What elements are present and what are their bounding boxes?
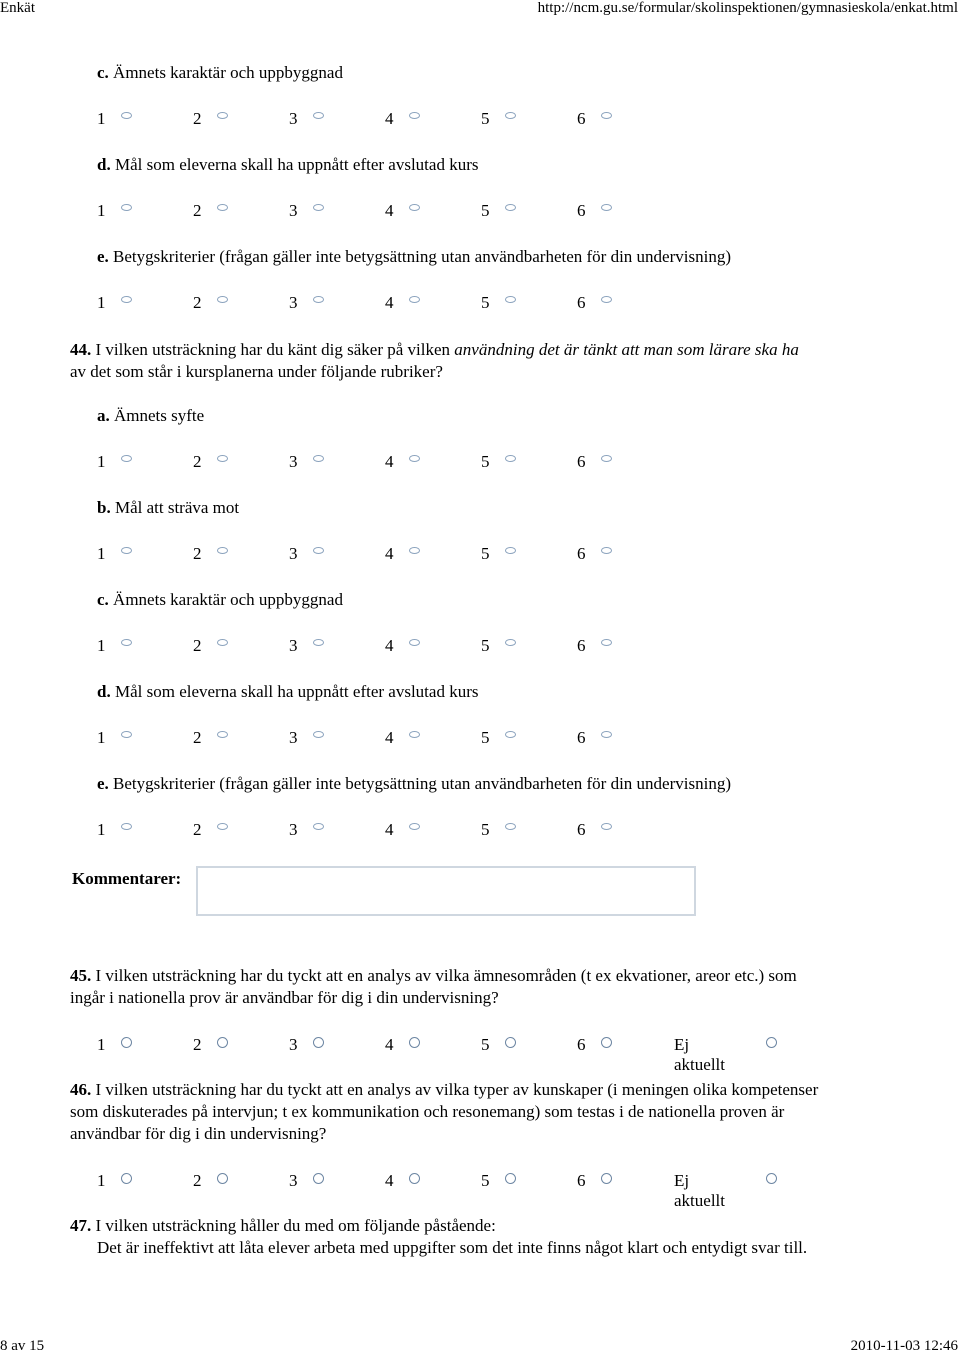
- radio-button[interactable]: [766, 1037, 777, 1048]
- radio-button[interactable]: [313, 204, 324, 211]
- q43-item-d: [97, 155, 478, 175]
- scale-label: 2: [193, 1035, 202, 1054]
- scale-label: 6: [577, 728, 586, 747]
- question-number: 46.: [70, 1080, 92, 1099]
- radio-button[interactable]: [505, 639, 516, 646]
- radio-button[interactable]: [601, 204, 612, 211]
- item-letter: b.: [97, 498, 111, 517]
- q44-item-d: [97, 682, 478, 702]
- scale-label: 6: [577, 201, 586, 220]
- scale-label: 5: [481, 109, 490, 128]
- radio-button[interactable]: [313, 112, 324, 119]
- radio-button[interactable]: [313, 547, 324, 554]
- item-letter: c.: [97, 590, 109, 609]
- scale-label: 4: [385, 1171, 394, 1190]
- scale-label: 5: [481, 452, 490, 471]
- scale-label: 2: [193, 820, 202, 839]
- scale-label: 6: [577, 452, 586, 471]
- radio-button[interactable]: [217, 639, 228, 646]
- radio-button[interactable]: [217, 547, 228, 554]
- ej-aktuellt-label: Ej aktuellt: [674, 1171, 725, 1210]
- question-number: 45.: [70, 966, 92, 985]
- item-text: Betygskriterier (frågan gäller inte betygsättning utan användbarheten för din undervisning): [113, 774, 731, 793]
- radio-button[interactable]: [409, 1037, 420, 1048]
- radio-button[interactable]: [601, 731, 612, 738]
- scale-label: 5: [481, 293, 490, 312]
- scale-label: 2: [193, 293, 202, 312]
- question-number: 47.: [70, 1216, 92, 1235]
- q44-e-scale: [97, 820, 797, 842]
- q44-question-line1: [70, 340, 799, 360]
- item-letter: c.: [97, 63, 109, 82]
- item-letter: d.: [97, 155, 111, 174]
- radio-button[interactable]: [601, 639, 612, 646]
- radio-button[interactable]: [409, 1173, 420, 1184]
- radio-button[interactable]: [121, 547, 132, 554]
- q44-c-scale: [97, 636, 797, 658]
- scale-label: 1: [97, 820, 106, 839]
- scale-label: 2: [193, 728, 202, 747]
- scale-label: 2: [193, 452, 202, 471]
- scale-label: 1: [97, 636, 106, 655]
- radio-button[interactable]: [601, 1173, 612, 1184]
- question-text: I vilken utsträckning har du känt dig säker på vilken: [95, 340, 455, 359]
- radio-button[interactable]: [601, 1037, 612, 1048]
- ej-aktuellt-label: Ej aktuellt: [674, 1035, 725, 1074]
- scale-label: 4: [385, 201, 394, 220]
- scale-label: 5: [481, 1035, 490, 1054]
- item-text: Ämnets karaktär och uppbyggnad: [113, 590, 343, 609]
- scale-label: 1: [97, 544, 106, 563]
- radio-button[interactable]: [601, 112, 612, 119]
- radio-button[interactable]: [409, 731, 420, 738]
- radio-button[interactable]: [505, 823, 516, 830]
- radio-button[interactable]: [217, 823, 228, 830]
- q44-item-a: [97, 406, 204, 426]
- scale-label: 6: [577, 544, 586, 563]
- q44-a-scale: [97, 452, 797, 474]
- q44-item-e: [97, 774, 731, 794]
- radio-button[interactable]: [217, 296, 228, 303]
- print-datetime: 2010-11-03 12:46: [850, 1338, 958, 1354]
- comment-textarea[interactable]: [196, 866, 696, 916]
- item-text: Ämnets syfte: [114, 406, 205, 425]
- scale-label: 2: [193, 1171, 202, 1190]
- radio-button[interactable]: [409, 547, 420, 554]
- radio-button[interactable]: [409, 112, 420, 119]
- scale-label: 6: [577, 1035, 586, 1054]
- radio-button[interactable]: [505, 112, 516, 119]
- radio-button[interactable]: [217, 1173, 228, 1184]
- radio-button[interactable]: [409, 639, 420, 646]
- scale-label: 4: [385, 452, 394, 471]
- radio-button[interactable]: [505, 1173, 516, 1184]
- radio-button[interactable]: [121, 455, 132, 462]
- q44-item-b: [97, 498, 239, 518]
- radio-button[interactable]: [313, 823, 324, 830]
- comment-label: Kommentarer:: [72, 869, 182, 888]
- scale-label: 5: [481, 544, 490, 563]
- q44-item-c: [97, 590, 343, 610]
- scale-label: 4: [385, 820, 394, 839]
- radio-button[interactable]: [313, 731, 324, 738]
- scale-label: 1: [97, 452, 106, 471]
- scale-label: 4: [385, 1035, 394, 1054]
- scale-label: 3: [289, 1171, 298, 1190]
- item-letter: a.: [97, 406, 110, 425]
- q47-statement: Det är ineffektivt att låta elever arbeta med uppgifter som det inte finns något klart och entydigt svar till.: [97, 1238, 808, 1257]
- radio-button[interactable]: [121, 823, 132, 830]
- radio-button[interactable]: [505, 296, 516, 303]
- radio-button[interactable]: [313, 639, 324, 646]
- q46-question-line3: användbar för dig i din undervisning?: [70, 1124, 327, 1143]
- radio-button[interactable]: [121, 204, 132, 211]
- scale-label: 4: [385, 109, 394, 128]
- scale-label: 6: [577, 109, 586, 128]
- scale-label: 5: [481, 820, 490, 839]
- scale-label: 3: [289, 452, 298, 471]
- radio-button[interactable]: [121, 1037, 132, 1048]
- scale-label: 3: [289, 293, 298, 312]
- scale-label: 1: [97, 293, 106, 312]
- radio-button[interactable]: [121, 731, 132, 738]
- scale-label: 2: [193, 201, 202, 220]
- scale-label: 6: [577, 636, 586, 655]
- q44-b-scale: [97, 544, 797, 566]
- question-text: I vilken utsträckning håller du med om följande påstående:: [95, 1216, 496, 1235]
- radio-button[interactable]: [313, 1173, 324, 1184]
- radio-button[interactable]: [121, 639, 132, 646]
- scale-label: 4: [385, 293, 394, 312]
- scale-label: 1: [97, 109, 106, 128]
- scale-label: 4: [385, 636, 394, 655]
- radio-button[interactable]: [217, 112, 228, 119]
- radio-button[interactable]: [217, 731, 228, 738]
- radio-button[interactable]: [313, 455, 324, 462]
- question-number: 44.: [70, 340, 92, 359]
- scale-label: 3: [289, 109, 298, 128]
- scale-label: 5: [481, 1171, 490, 1190]
- radio-button[interactable]: [601, 547, 612, 554]
- radio-button[interactable]: [505, 1037, 516, 1048]
- scale-label: 4: [385, 544, 394, 563]
- scale-label: 4: [385, 728, 394, 747]
- radio-button[interactable]: [601, 455, 612, 462]
- page-url: http://ncm.gu.se/formular/skolinspektionen/gymnasieskola/enkat.html: [537, 0, 958, 16]
- item-letter: e.: [97, 247, 109, 266]
- q46-question-line2: som diskuterades på intervjun; t ex kommunikation och resonemang) som testas i de nationella proven är: [70, 1102, 785, 1121]
- scale-label: 1: [97, 1035, 106, 1054]
- q45-scale: [97, 1035, 797, 1074]
- q43-item-c: [97, 63, 343, 83]
- scale-label: 3: [289, 636, 298, 655]
- radio-button[interactable]: [409, 455, 420, 462]
- scale-label: 3: [289, 544, 298, 563]
- q44-d-scale: [97, 728, 797, 750]
- radio-button[interactable]: [601, 823, 612, 830]
- q43-e-scale: [97, 293, 797, 315]
- q46-question-line1: [70, 1080, 818, 1100]
- radio-button[interactable]: [409, 823, 420, 830]
- page-title: Enkät: [0, 0, 35, 16]
- radio-button[interactable]: [505, 547, 516, 554]
- item-letter: e.: [97, 774, 109, 793]
- q46-scale: [97, 1171, 797, 1210]
- radio-button[interactable]: [505, 731, 516, 738]
- radio-button[interactable]: [409, 204, 420, 211]
- item-text: Mål som eleverna skall ha uppnått efter avslutad kurs: [114, 682, 479, 701]
- q43-item-e: [97, 247, 731, 267]
- radio-button[interactable]: [217, 1037, 228, 1048]
- scale-label: 3: [289, 820, 298, 839]
- q47-question-line1: [70, 1216, 496, 1236]
- question-text-emphasis: användning det är tänkt att man som lärare ska ha: [454, 340, 799, 359]
- scale-label: 6: [577, 293, 586, 312]
- radio-button[interactable]: [313, 1037, 324, 1048]
- radio-button[interactable]: [313, 296, 324, 303]
- item-text: Mål att sträva mot: [114, 498, 240, 517]
- item-letter: d.: [97, 682, 111, 701]
- scale-label: 6: [577, 1171, 586, 1190]
- item-text: Ämnets karaktär och uppbyggnad: [113, 63, 343, 82]
- q43-c-scale: [97, 109, 797, 131]
- scale-label: 3: [289, 1035, 298, 1054]
- radio-button[interactable]: [121, 112, 132, 119]
- item-text: Betygskriterier (frågan gäller inte betygsättning utan användbarheten för din undervisning): [113, 247, 731, 266]
- q43-d-scale: [97, 201, 797, 223]
- radio-button[interactable]: [766, 1173, 777, 1184]
- radio-button[interactable]: [217, 455, 228, 462]
- item-text: Mål som eleverna skall ha uppnått efter avslutad kurs: [114, 155, 479, 174]
- scale-label: 2: [193, 636, 202, 655]
- radio-button[interactable]: [121, 296, 132, 303]
- page-number: 8 av 15: [0, 1338, 45, 1354]
- scale-label: 5: [481, 728, 490, 747]
- scale-label: 2: [193, 109, 202, 128]
- radio-button[interactable]: [217, 204, 228, 211]
- scale-label: 2: [193, 544, 202, 563]
- scale-label: 1: [97, 1171, 106, 1190]
- q45-question-line1: [70, 966, 797, 986]
- q44-question-line2: av det som står i kursplanerna under följande rubriker?: [70, 362, 443, 381]
- radio-button[interactable]: [121, 1173, 132, 1184]
- radio-button[interactable]: [409, 296, 420, 303]
- scale-label: 1: [97, 201, 106, 220]
- question-text: I vilken utsträckning har du tyckt att en analys av vilka typer av kunskaper (i meningen olika kompetenser: [95, 1080, 819, 1099]
- radio-button[interactable]: [601, 296, 612, 303]
- scale-label: 3: [289, 201, 298, 220]
- scale-label: 5: [481, 201, 490, 220]
- radio-button[interactable]: [505, 204, 516, 211]
- radio-button[interactable]: [505, 455, 516, 462]
- scale-label: 1: [97, 728, 106, 747]
- question-text: I vilken utsträckning har du tyckt att en analys av vilka ämnesområden (t ex ekvationer, areor etc.) som: [95, 966, 797, 985]
- q45-question-line2: ingår i nationella prov är användbar för dig i din undervisning?: [70, 988, 499, 1007]
- scale-label: 3: [289, 728, 298, 747]
- scale-label: 5: [481, 636, 490, 655]
- scale-label: 6: [577, 820, 586, 839]
